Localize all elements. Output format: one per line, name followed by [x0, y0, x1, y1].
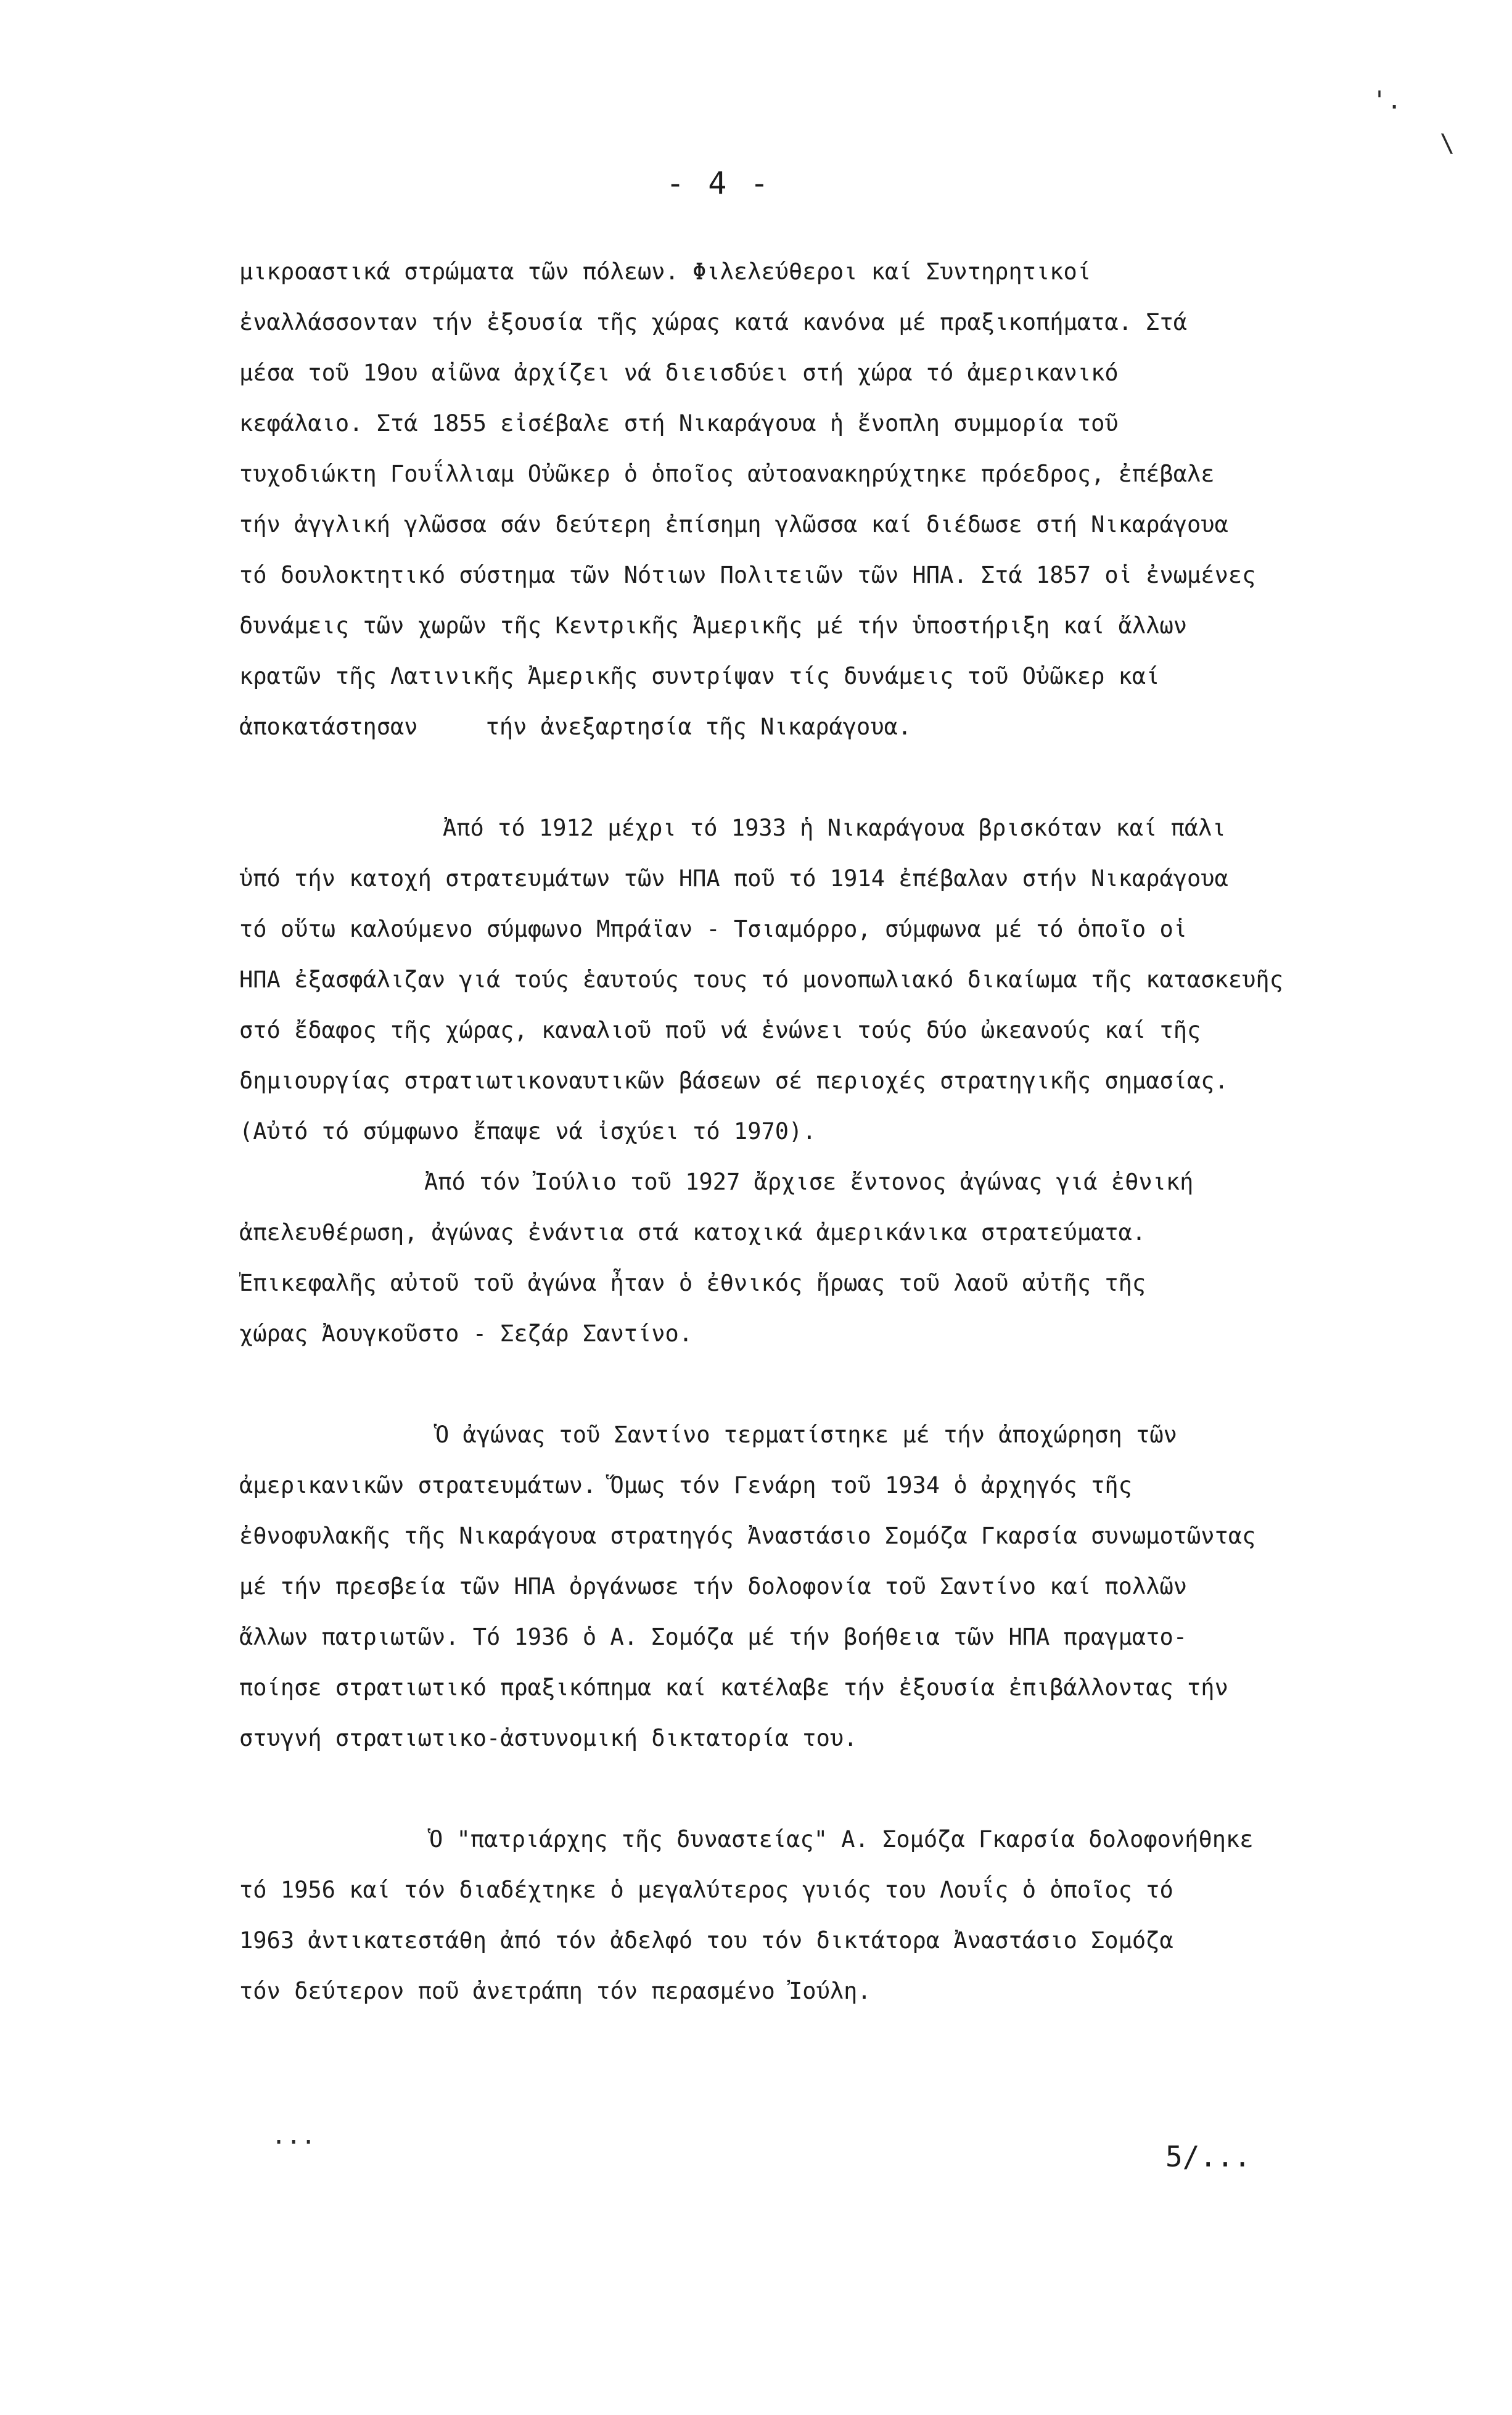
- text-line: μέ τήν πρεσβεία τῶν ΗΠΑ ὀργάνωσε τήν δολοφονία τοῦ Σαντίνο καί πολλῶν: [239, 1573, 1188, 1600]
- text-line: τό 1956 καί τόν διαδέχτηκε ὁ μεγαλύτερος γυιός του Λουΐς ὁ ὁποῖος τό: [239, 1877, 1173, 1903]
- text-line: τήν ἀγγλική γλῶσσα σάν δεύτερη ἐπίσημη γλῶσσα καί διέδωσε στή Νικαράγουα: [239, 511, 1228, 538]
- text-line: ἐναλλάσσονταν τήν ἐξουσία τῆς χώρας κατά κανόνα μέ πραξικοπήματα. Στά: [239, 309, 1188, 335]
- text-line: 1963 ἀντικατεστάθη ἀπό τόν ἀδελφό του τόν δικτάτορα Ἀναστάσιο Σομόζα: [239, 1927, 1173, 1954]
- text-line: Ὁ ἀγώνας τοῦ Σαντίνο τερματίστηκε μέ τήν ἀποχώρηση τῶν: [435, 1421, 1177, 1448]
- text-line: κεφάλαιο. Στά 1855 εἰσέβαλε στή Νικαράγουα ἡ ἔνοπλη συμμορία τοῦ: [239, 410, 1119, 437]
- text-line: χώρας Ἀουγκοῦστο - Σεζάρ Σαντίνο.: [239, 1320, 693, 1347]
- text-line: δημιουργίας στρατιωτικοναυτικῶν βάσεων σέ περιοχές στρατηγικῆς σημασίας.: [239, 1068, 1228, 1094]
- text-line: μικροαστικά στρώματα τῶν πόλεων. Φιλελεύθεροι καί Συντηρητικοί: [239, 258, 1091, 285]
- text-line: ποίησε στρατιωτικό πραξικόπημα καί κατέλαβε τήν ἐξουσία ἐπιβάλλοντας τήν: [239, 1674, 1228, 1701]
- text-line: Ἀπό τόν Ἰούλιο τοῦ 1927 ἄρχισε ἔντονος ἀγώνας γιά ἐθνική: [424, 1169, 1194, 1195]
- text-fragment: ἀποκατάστησαν: [239, 714, 418, 740]
- text-line: Ὁ "πατριάρχης τῆς δυναστείας" Α. Σομόζα Γκαρσία δολοφονήθηκε: [429, 1826, 1254, 1853]
- text-line: ἀμερικανικῶν στρατευμάτων. Ὅμως τόν Γενάρη τοῦ 1934 ὁ ἀρχηγός τῆς: [239, 1472, 1132, 1499]
- text-line: ἐθνοφυλακῆς τῆς Νικαράγουα στρατηγός Ἀναστάσιο Σομόζα Γκαρσία συνωμοτῶντας: [239, 1523, 1256, 1549]
- text-line: ὑπό τήν κατοχή στρατευμάτων τῶν ΗΠΑ ποῦ τό 1914 ἐπέβαλαν στήν Νικαράγουα: [239, 865, 1228, 892]
- text-line: στυγνή στρατιωτικο-ἀστυνομική δικτατορία του.: [239, 1725, 858, 1751]
- text-line: Ἀπό τό 1912 μέχρι τό 1933 ἡ Νικαράγουα βρισκόταν καί πάλι: [443, 815, 1226, 841]
- paragraph-3: [239, 1157, 1442, 1359]
- paragraph-5: [239, 1814, 1442, 2017]
- text-line: δυνάμεις τῶν χωρῶν τῆς Κεντρικῆς Ἀμερικῆς μέ τήν ὑποστήριξη καί ἄλλων: [239, 612, 1188, 639]
- text-line: [239, 702, 1442, 752]
- text-line: τυχοδιώκτη Γουΐλλιαμ Οὐῶκερ ὁ ὁποῖος αὐτοανακηρύχτηκε πρόεδρος, ἐπέβαλε: [239, 461, 1215, 487]
- text-line: Ἐπικεφαλῆς αὐτοῦ τοῦ ἀγώνα ἦταν ὁ ἐθνικός ἥρωας τοῦ λαοῦ αὐτῆς τῆς: [239, 1270, 1146, 1296]
- page-number: - 4 -: [666, 165, 771, 201]
- text-line: ἄλλων πατριωτῶν. Τό 1936 ὁ Α. Σομόζα μέ τήν βοήθεια τῶν ΗΠΑ πραγματο-: [239, 1624, 1188, 1650]
- text-fragment: τήν ἀνεξαρτησία τῆς Νικαράγουα.: [485, 714, 912, 740]
- paragraph-1: [239, 247, 1442, 752]
- text-line: τό δουλοκτητικό σύστημα τῶν Νότιων Πολιτειῶν τῶν ΗΠΑ. Στά 1857 οἱ ἐνωμένες: [239, 562, 1256, 588]
- text-line: ἀπελευθέρωση, ἀγώνας ἐνάντια στά κατοχικά ἀμερικάνικα στρατεύματα.: [239, 1219, 1146, 1246]
- text-line: ΗΠΑ ἐξασφάλιζαν γιά τούς ἑαυτούς τους τό μονοπωλιακό δικαίωμα τῆς κατασκευῆς: [239, 966, 1283, 993]
- text-line: τό οὕτω καλούμενο σύμφωνο Μπράϊαν - Τσιαμόρρο, σύμφωνα μέ τό ὁποῖο οἱ: [239, 916, 1188, 942]
- text-line: κρατῶν τῆς Λατινικῆς Ἀμερικῆς συντρίψαν τίς δυνάμεις τοῦ Οὐῶκερ καί: [239, 663, 1160, 689]
- text-line: στό ἔδαφος τῆς χώρας, καναλιοῦ ποῦ νά ἑνώνει τούς δύο ὠκεανούς καί τῆς: [239, 1017, 1201, 1043]
- paragraph-4: [239, 1410, 1442, 1764]
- margin-mark-right: \: [1440, 130, 1455, 158]
- text-line: τόν δεύτερον ποῦ ἀνετράπη τόν περασμένο Ἰούλη.: [239, 1978, 871, 2004]
- text-line: (Αὐτό τό σύμφωνο ἔπαψε νά ἰσχύει τό 1970).: [239, 1118, 816, 1145]
- margin-mark-top-right: '.: [1372, 86, 1402, 115]
- stray-mark: ...: [271, 2121, 316, 2150]
- paragraph-2: [239, 803, 1442, 1157]
- text-line: μέσα τοῦ 19ου αἰῶνα ἀρχίζει νά διεισδύει στή χώρα τό ἀμερικανικό: [239, 360, 1119, 386]
- continuation-marker: 5/...: [1165, 2140, 1251, 2173]
- body-text: [239, 247, 1442, 2017]
